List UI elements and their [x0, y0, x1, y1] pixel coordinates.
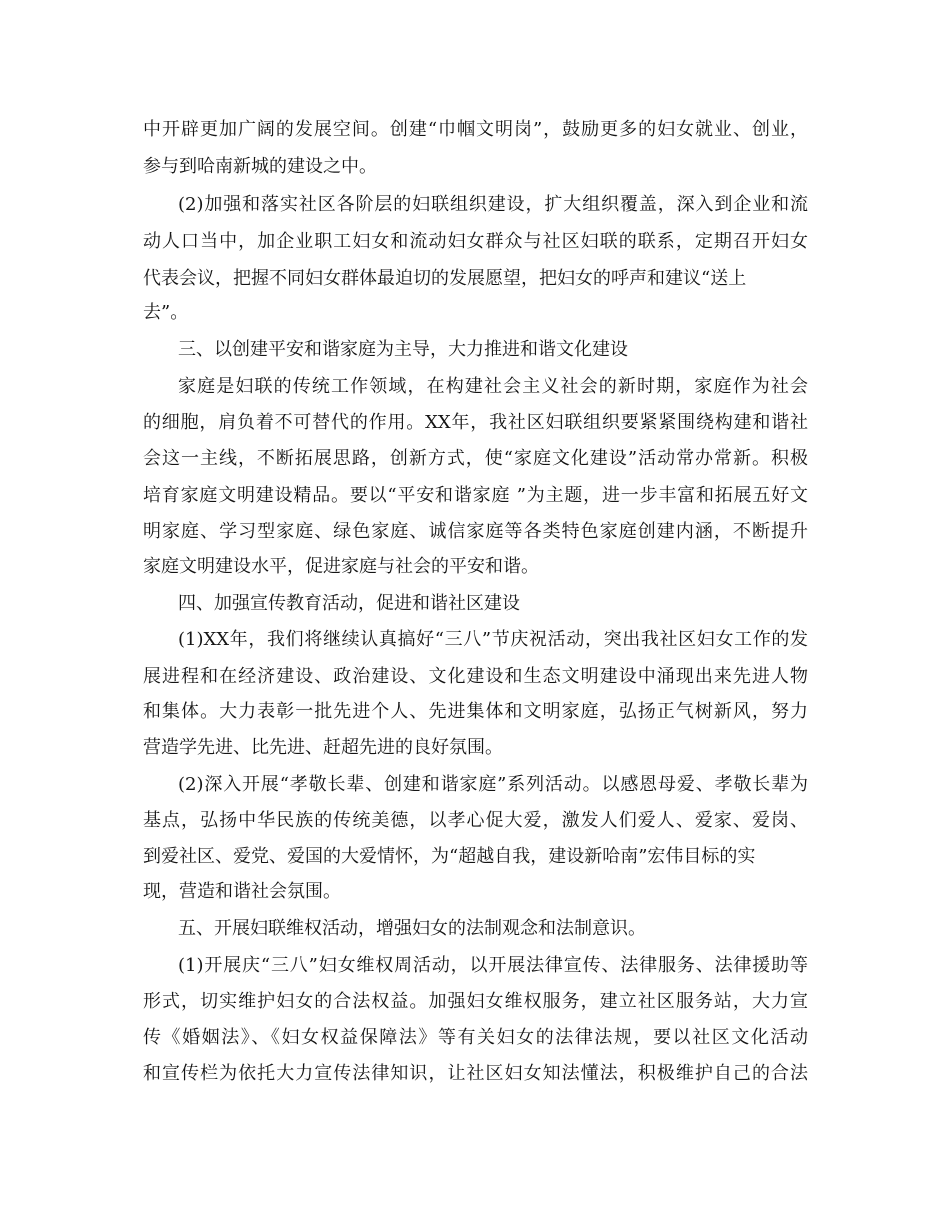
paragraph-line: 去”。: [143, 302, 189, 323]
paragraph-line: 代表会议，把握不同妇女群体最迫切的发展愿望，把妇女的呼声和建议“送上: [143, 268, 747, 289]
paragraph-line: (1)XX年，我们将继续认真搞好“三八”节庆祝活动，突出我社区妇女工作的发: [178, 629, 808, 650]
paragraph-line: 明家庭、学习型家庭、绿色家庭、诚信家庭等各类特色家庭创建内涵，不断提升: [143, 521, 808, 542]
paragraph-line: 基点，弘扬中华民族的传统美德，以孝心促大爱，激发人们爱人、爱家、爱岗、: [143, 810, 808, 831]
paragraph-line: 参与到哈南新城的建设之中。: [143, 156, 377, 177]
paragraph-line: 会这一主线，不断拓展思路，创新方式，使“家庭文化建设”活动常办常新。积极: [143, 448, 808, 469]
paragraph-line: 家庭是妇联的传统工作领域，在构建社会主义社会的新时期，家庭作为社会: [178, 376, 808, 397]
paragraph-line: 现，营造和谐社会氛围。: [143, 881, 341, 902]
paragraph-line: 和集体。大力表彰一批先进个人、先进集体和文明家庭，弘扬正气树新风，努力: [143, 701, 808, 722]
section-heading-line: 三、以创建平安和谐家庭为主导，大力推进和谐文化建设: [178, 339, 628, 360]
paragraph-line: 中开辟更加广阔的发展空间。创建“巾帼文明岗”，鼓励更多的妇女就业、创业，: [143, 119, 808, 140]
paragraph-line: 形式，切实维护妇女的合法权益。加强妇女维权服务，建立社区服务站，大力宣: [143, 991, 808, 1012]
paragraph-line: 营造学先进、比先进、赶超先进的良好氛围。: [143, 737, 503, 758]
paragraph-line: 的细胞，肩负着不可替代的作用。XX年，我社区妇联组织要紧紧围绕构建和谐社: [143, 412, 808, 433]
paragraph-line: 传《婚姻法》、《妇女权益保障法》等有关妇女的法律法规，要以社区文化活动: [143, 1027, 808, 1048]
paragraph-line: 动人口当中，加企业职工妇女和流动妇女群众与社区妇联的联系，定期召开妇女: [143, 231, 808, 252]
paragraph-line: 到爱社区、爱党、爱国的大爱情怀，为“超越自我，建设新哈南”宏伟目标的实: [143, 846, 756, 867]
section-heading-line: 五、开展妇联维权活动，增强妇女的法制观念和法制意识。: [178, 918, 646, 939]
paragraph-line: (2)深入开展“孝敬长辈、创建和谐家庭”系列活动。以感恩母爱、孝敬长辈为: [178, 774, 808, 795]
paragraph-line: (2)加强和落实社区各阶层的妇联组织建设，扩大组织覆盖，深入到企业和流: [178, 194, 808, 215]
paragraph-line: 和宣传栏为依托大力宣传法律知识，让社区妇女知法懂法，积极维护自己的合法: [143, 1063, 808, 1084]
paragraph-line: 家庭文明建设水平，促进家庭与社会的平安和谐。: [143, 556, 539, 577]
paragraph-line: 培育家庭文明建设精品。要以“平安和谐家庭 ”为主题，进一步丰富和拓展五好文: [143, 485, 808, 506]
paragraph-line: (1)开展庆“三八”妇女维权周活动，以开展法律宣传、法律服务、法律援助等: [178, 955, 808, 976]
paragraph-line: 展进程和在经济建设、政治建设、文化建设和生态文明建设中涌现出来先进人物: [143, 666, 808, 687]
section-heading-line: 四、加强宣传教育活动，促进和谐社区建设: [178, 593, 520, 614]
